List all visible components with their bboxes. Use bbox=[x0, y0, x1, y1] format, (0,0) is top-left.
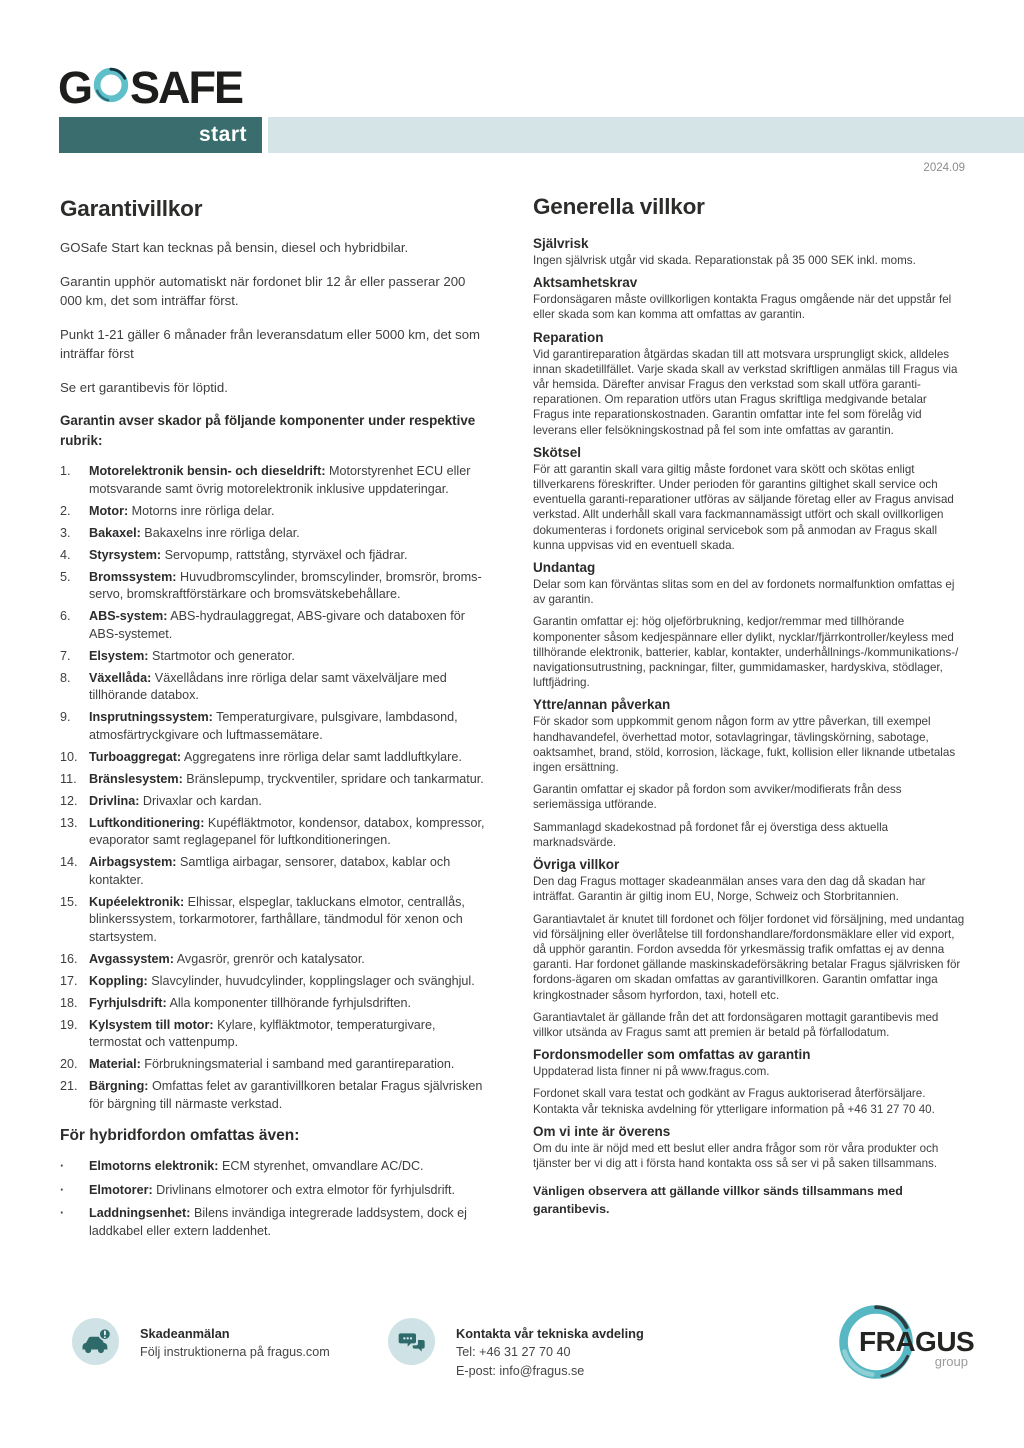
gosafe-logo-safe: SAFE bbox=[130, 62, 243, 113]
list-item-label: Styrsystem: bbox=[89, 547, 162, 562]
section-paragraph: Garantin omfattar ej skador på fordon som avviker/modifierats från dess seriemässiga utförande. bbox=[533, 783, 902, 812]
list-item-text: Växellåda: Växellådans inre rörliga delar samt växelväljare med tillhörande databox. bbox=[89, 670, 447, 702]
list-item-label: Drivlina: bbox=[89, 793, 140, 808]
bullet-glyph: · bbox=[60, 1206, 65, 1220]
fragus-brand-name: FRAGUS bbox=[859, 1326, 975, 1357]
list-item-label: Luftkonditionering: bbox=[89, 815, 205, 830]
hybrid-item-label: Laddningsenhet: bbox=[89, 1206, 191, 1220]
section-heading: Skötsel bbox=[533, 444, 582, 460]
section-paragraph: Fordonet skall vara testat och godkänt av Fragus auktoriserad återförsäljare. Kontakta vår tekniska avdelning för ytterligare information på +46 31 27 70 40. bbox=[533, 1087, 935, 1116]
terms-section bbox=[533, 1047, 966, 1117]
section-heading: Om vi inte är överens bbox=[533, 1123, 671, 1139]
footer-claims-block bbox=[72, 1318, 330, 1365]
fragus-group-logo bbox=[834, 1294, 975, 1394]
list-item-label: Kylsystem till motor: bbox=[89, 1017, 214, 1032]
list-item-number: 2. bbox=[60, 503, 71, 518]
list-item bbox=[60, 749, 490, 767]
list-item-number: 10. bbox=[60, 749, 78, 764]
intro-paragraph: Punkt 1-21 gäller 6 månader från leveransdatum eller 5000 km, det som inträffar först bbox=[60, 326, 481, 361]
list-item bbox=[60, 815, 490, 850]
list-item-number: 21. bbox=[60, 1079, 78, 1093]
component-list-intro: Garantin avser skador på följande komponenter under respektive rubrik: bbox=[60, 413, 476, 448]
section-paragraph: Garantiavtalet är knutet till fordonet och följer fordonet vid försäljning, med undantag vid försäljning eller överlåtelse till fordonshandlare/fordonsmäklare eller vid export, då upphör garantin. Fordon avsedda för yrkesmässig trafik omfattas ej av denna garanti. Har fordonet gällande maskinskadeförsäkring betalar Fragus självrisken för fordons-ägaren om skadan omfattas av garantivillkoren. Garantin omfattar inga kringkostnader såsom hyrfordon, taxi, hotell etc. bbox=[533, 912, 965, 1002]
hybrid-list-item bbox=[60, 1158, 490, 1176]
gosafe-logo-g: G bbox=[58, 62, 92, 113]
list-item-text: ABS-system: ABS-hydraulaggregat, ABS-givare och databoxen för ABS-systemet. bbox=[89, 609, 465, 641]
closing-note: Vänligen observera att gällande villkor sänds tillsammans med garantibevis. bbox=[533, 1184, 903, 1216]
list-item bbox=[60, 503, 490, 521]
section-heading: Reparation bbox=[533, 329, 604, 345]
contact-title: Kontakta vår tekniska avdeling bbox=[456, 1326, 644, 1341]
list-item-text: Motorelektronik bensin- och dieseldrift: Motorstyrenhet ECU eller motsvarande samt övrig motorelektronik inklusive uppdateringar. bbox=[89, 464, 471, 496]
section-heading: Undantag bbox=[533, 560, 596, 576]
list-item bbox=[60, 525, 490, 543]
terms-section bbox=[533, 330, 966, 438]
list-item-number: 3. bbox=[60, 525, 71, 540]
header-accent-bar bbox=[268, 117, 1024, 153]
list-item-text: Fyrhjulsdrift: Alla komponenter tillhörande fyrhjulsdriften. bbox=[89, 995, 411, 1010]
list-item-number: 6. bbox=[60, 609, 71, 623]
terms-section bbox=[533, 560, 966, 690]
list-item-number: 18. bbox=[60, 995, 78, 1010]
list-item-label: ABS-system: bbox=[89, 609, 168, 623]
section-heading: Fordonsmodeller som omfattas av garantin bbox=[533, 1047, 811, 1063]
list-item-number: 9. bbox=[60, 710, 71, 724]
section-heading: Självrisk bbox=[533, 236, 589, 251]
list-item-label: Fyrhjulsdrift: bbox=[89, 995, 167, 1010]
list-item-label: Insprutningssystem: bbox=[89, 710, 213, 724]
list-item-text: Koppling: Slavcylinder, huvudcylinder, kopplingslager och svänghjul. bbox=[89, 973, 475, 988]
list-item-number: 1. bbox=[60, 464, 71, 478]
list-item bbox=[60, 670, 490, 705]
gosafe-logo bbox=[58, 62, 242, 113]
list-item-text: Bränslesystem: Bränslepump, tryckventiler, spridare och tankarmatur. bbox=[89, 771, 484, 786]
hybrid-section-title: För hybridfordon omfattas även: bbox=[60, 1127, 300, 1144]
hybrid-list bbox=[60, 1158, 490, 1240]
bullet-glyph: · bbox=[60, 1159, 65, 1173]
gosafe-ring-icon bbox=[90, 62, 132, 113]
hybrid-item-text: Laddningsenhet: Bilens invändiga integrerade laddsystem, dock ej laddkabel eller extern laddenhet. bbox=[89, 1206, 467, 1238]
hybrid-list-item bbox=[60, 1182, 490, 1200]
list-item-label: Bakaxel: bbox=[89, 525, 141, 540]
list-item bbox=[60, 995, 490, 1013]
list-item-number: 20. bbox=[60, 1057, 78, 1071]
left-column-title: Garantivillkor bbox=[60, 196, 203, 221]
hybrid-item-text: Elmotorer: Drivlinans elmotorer och extra elmotor för fyrhjulsdrift. bbox=[89, 1182, 456, 1197]
section-paragraph: Den dag Fragus mottager skadeanmälan anses vara den dag då skadan har inträffat. Garantin är giltig inom EU, Norge, Schweiz och Storbritannien. bbox=[533, 875, 926, 904]
list-item-number: 4. bbox=[60, 547, 71, 562]
product-badge-bar bbox=[59, 117, 262, 153]
contact-line: E-post: info@fragus.se bbox=[456, 1364, 585, 1378]
bullet-glyph: · bbox=[60, 1182, 65, 1197]
list-item-number: 8. bbox=[60, 670, 71, 685]
list-item-label: Bromssystem: bbox=[89, 569, 177, 584]
list-item bbox=[60, 1056, 490, 1074]
list-item-label: Växellåda: bbox=[89, 670, 152, 685]
footer-contact-block bbox=[388, 1318, 644, 1381]
edition-date: 2024.09 bbox=[923, 162, 965, 174]
list-item-label: Bränslesystem: bbox=[89, 771, 183, 786]
terms-section bbox=[533, 236, 966, 268]
list-item-text: Airbagsystem: Samtliga airbagar, sensorer, databox, kablar och kontakter. bbox=[89, 855, 451, 887]
product-badge-label: start bbox=[198, 123, 247, 146]
claims-title: Skadeanmälan bbox=[140, 1326, 230, 1341]
component-list bbox=[60, 463, 490, 1113]
right-column-title: Generella villkor bbox=[533, 194, 705, 219]
list-item bbox=[60, 854, 490, 889]
list-item-text: Elsystem: Startmotor och generator. bbox=[89, 648, 295, 663]
list-item-label: Avgassystem: bbox=[89, 951, 174, 966]
list-item bbox=[60, 894, 490, 947]
section-paragraph: För att garantin skall vara giltig måste fordonet vara skött och skötas enligt tillverkarens föreskrifter. Under perioden för garantins giltighet skall service och eventuella garanti-reparationer utföras av säljande företag eller av Fragus anvisad verkstad. Allt underhåll skall vara fackmannamässigt utfört och skall ovillkorligen dokumenteras i fordonets original servicebok som på anmodan av Fragus skall kunna uppvisas vid en eventuell skada. bbox=[533, 462, 954, 552]
list-item bbox=[60, 569, 490, 604]
list-item bbox=[60, 709, 490, 744]
fragus-brand-suffix: group bbox=[934, 1354, 968, 1369]
left-intro bbox=[60, 238, 490, 397]
hybrid-item-label: Elmotorer: bbox=[89, 1182, 153, 1197]
list-item-text: Insprutningssystem: Temperaturgivare, pulsgivare, lambdasond, atmosfärtryckgivare och luftmassemätare. bbox=[89, 710, 458, 742]
section-heading: Yttre/annan påverkan bbox=[533, 697, 671, 713]
section-paragraph: Uppdaterad lista finner ni på www.fragus.com. bbox=[533, 1065, 770, 1079]
hybrid-item-text: Elmotorns elektronik: ECM styrenhet, omvandlare AC/DC. bbox=[89, 1159, 424, 1173]
list-item-label: Bärgning: bbox=[89, 1079, 149, 1093]
list-item-text: Turboaggregat: Aggregatens inre rörliga delar samt laddluftkylare. bbox=[89, 749, 462, 764]
hybrid-item-label: Elmotorns elektronik: bbox=[89, 1159, 219, 1173]
list-item-number: 14. bbox=[60, 855, 78, 869]
list-item-label: Motor: bbox=[89, 503, 129, 518]
hybrid-list-item bbox=[60, 1205, 490, 1240]
list-item-text: Material: Förbrukningsmaterial i samband med garantireparation. bbox=[89, 1057, 455, 1071]
list-item-text: Kupéelektronik: Elhissar, elspeglar, takluckans elmotor, centrallås, blinkerssystem, torkarmotorer, farthållare, tändmodul för xenon och startsystem. bbox=[89, 894, 465, 944]
section-paragraph: Garantiavtalet är gällande från det att fordonsägaren mottagit garantibevis med villkor utsända av Fragus samt att premien är betald på förfallodatum. bbox=[533, 1010, 939, 1039]
list-item bbox=[60, 547, 490, 565]
claims-instruction: Följ instruktionerna på fragus.com bbox=[140, 1345, 330, 1359]
section-paragraph: Vid garantireparation åtgärdas skadan till att motsvara ursprungligt skick, alldeles innan skadetillfället. Varje skada skall av verkstad skriftligen anmälas till Fragus via vår hemsida. Därefter anvisar Fragus den verkstad som skall utföra garanti-reparationen. Om reparation utförs utan Fragus skriftliga medgivande betalar Fragus inte reparationskostnaden. Garantin omfattar inte fel som förelåg vid leverans eller felsökningskostnad på fel som inte omfattas av garantin. bbox=[533, 347, 958, 437]
list-item bbox=[60, 973, 490, 991]
list-item-text: Avgassystem: Avgasrör, grenrör och katalysator. bbox=[89, 951, 365, 966]
terms-section bbox=[533, 1124, 966, 1171]
list-item bbox=[60, 608, 490, 643]
list-item-label: Airbagsystem: bbox=[89, 855, 177, 869]
list-item-text: Kylsystem till motor: Kylare, kylfläktmotor, temperaturgivare, termostat och vattenpump. bbox=[89, 1017, 436, 1049]
chat-bubbles-icon bbox=[388, 1318, 435, 1365]
list-item-label: Kupéelektronik: bbox=[89, 894, 185, 909]
section-paragraph: Delar som kan förväntas slitas som en del av fordonets normalfunktion omfattas ej av garantin. bbox=[533, 578, 955, 607]
section-heading: Aktsamhetskrav bbox=[533, 275, 638, 291]
general-terms-column bbox=[533, 194, 966, 1218]
section-paragraph: Om du inte är nöjd med ett beslut eller andra frågor som rör våra produkter och tjänster ber vi dig att i första hand kontakta oss så ser vi på saken tillsammans. bbox=[533, 1141, 939, 1170]
list-item-label: Koppling: bbox=[89, 973, 148, 988]
list-item-label: Material: bbox=[89, 1057, 141, 1071]
general-sections bbox=[533, 236, 966, 1171]
list-item-text: Bakaxel: Bakaxelns inre rörliga delar. bbox=[89, 525, 300, 540]
list-item-label: Turboaggregat: bbox=[89, 749, 182, 764]
list-item bbox=[60, 648, 490, 666]
car-warning-icon bbox=[72, 1318, 119, 1365]
section-paragraph: Sammanlagd skadekostnad på fordonet får ej överstiga dess aktuella marknadsvärde. bbox=[533, 820, 889, 849]
section-paragraph: Fordonsägaren måste ovillkorligen kontakta Fragus omgående när det uppstår fel eller skada som kan komma att omfattas av garantin. bbox=[533, 293, 952, 322]
list-item-number: 15. bbox=[60, 894, 78, 909]
section-paragraph: För skador som uppkommit genom någon form av yttre påverkan, till exempel handhavandefel, överhettad motor, sotavlagringar, tävlingskörning, sabotage, oaktsamhet, brand, stöld, korrosion, läckage, fukt, kollision eller liknande utbetalas ingen ersättning. bbox=[533, 715, 956, 775]
list-item bbox=[60, 771, 490, 789]
list-item-number: 13. bbox=[60, 815, 78, 830]
list-item-number: 11. bbox=[60, 771, 77, 786]
list-item-text: Drivlina: Drivaxlar och kardan. bbox=[89, 793, 262, 808]
contact-line: Tel: +46 31 27 70 40 bbox=[456, 1345, 571, 1359]
terms-section bbox=[533, 445, 966, 553]
list-item-number: 5. bbox=[60, 569, 71, 584]
list-item bbox=[60, 1017, 490, 1052]
list-item-number: 17. bbox=[60, 973, 78, 988]
intro-paragraph: Se ert garantibevis för löptid. bbox=[60, 379, 228, 395]
section-heading: Övriga villkor bbox=[533, 857, 620, 873]
list-item-text: Styrsystem: Servopump, rattstång, styrväxel och fjädrar. bbox=[89, 547, 408, 562]
list-item-text: Luftkonditionering: Kupéfläktmotor, kondensor, databox, kompressor, evaporator samt reglagepanel för luftkonditioneringen. bbox=[89, 815, 485, 847]
intro-paragraph: Garantin upphör automatiskt när fordonet blir 12 år eller passerar 200 000 km, det som inträffar först. bbox=[60, 273, 466, 308]
list-item-number: 19. bbox=[60, 1017, 78, 1032]
intro-paragraph: GOSafe Start kan tecknas på bensin, diesel och hybridbilar. bbox=[60, 240, 409, 255]
list-item-text: Bärgning: Omfattas felet av garantivillkoren betalar Fragus självrisken för bärgning till närmaste verkstad. bbox=[89, 1079, 483, 1111]
warranty-terms-column bbox=[60, 196, 490, 1246]
contact-lines bbox=[456, 1343, 644, 1381]
list-item bbox=[60, 1078, 490, 1113]
section-paragraph: Ingen självrisk utgår vid skada. Reparationstak på 35 000 SEK inkl. moms. bbox=[533, 254, 916, 267]
list-item-number: 12. bbox=[60, 793, 78, 808]
terms-section bbox=[533, 857, 966, 1040]
list-item-number: 7. bbox=[60, 648, 71, 663]
list-item-label: Elsystem: bbox=[89, 648, 149, 663]
terms-section bbox=[533, 275, 966, 322]
terms-section bbox=[533, 697, 966, 850]
list-item-text: Motor: Motorns inre rörliga delar. bbox=[89, 503, 275, 518]
list-item bbox=[60, 463, 490, 498]
list-item-label: Motorelektronik bensin- och dieseldrift: bbox=[89, 464, 326, 478]
list-item bbox=[60, 793, 490, 811]
section-paragraph: Garantin omfattar ej: hög oljeförbrukning, kedjor/remmar med tillhörande komponenter såsom kedjespännare eller dylikt, nycklar/fjärrkontroller/keyless med tillhörande elektronik, batterier, kablar, kontakter, underhållnings-/kommunikations-/ navigationsutrustning, packningar, filter, gummidamasker, hardyskiva, stödlager, luftfjädring. bbox=[533, 615, 959, 690]
list-item-text: Bromssystem: Huvudbromscylinder, bromscylinder, bromsrör, bromsservo, bromskraftförstärkare och bromsvätskebehållare. bbox=[89, 569, 482, 601]
list-item bbox=[60, 951, 490, 969]
list-item-number: 16. bbox=[60, 951, 78, 966]
